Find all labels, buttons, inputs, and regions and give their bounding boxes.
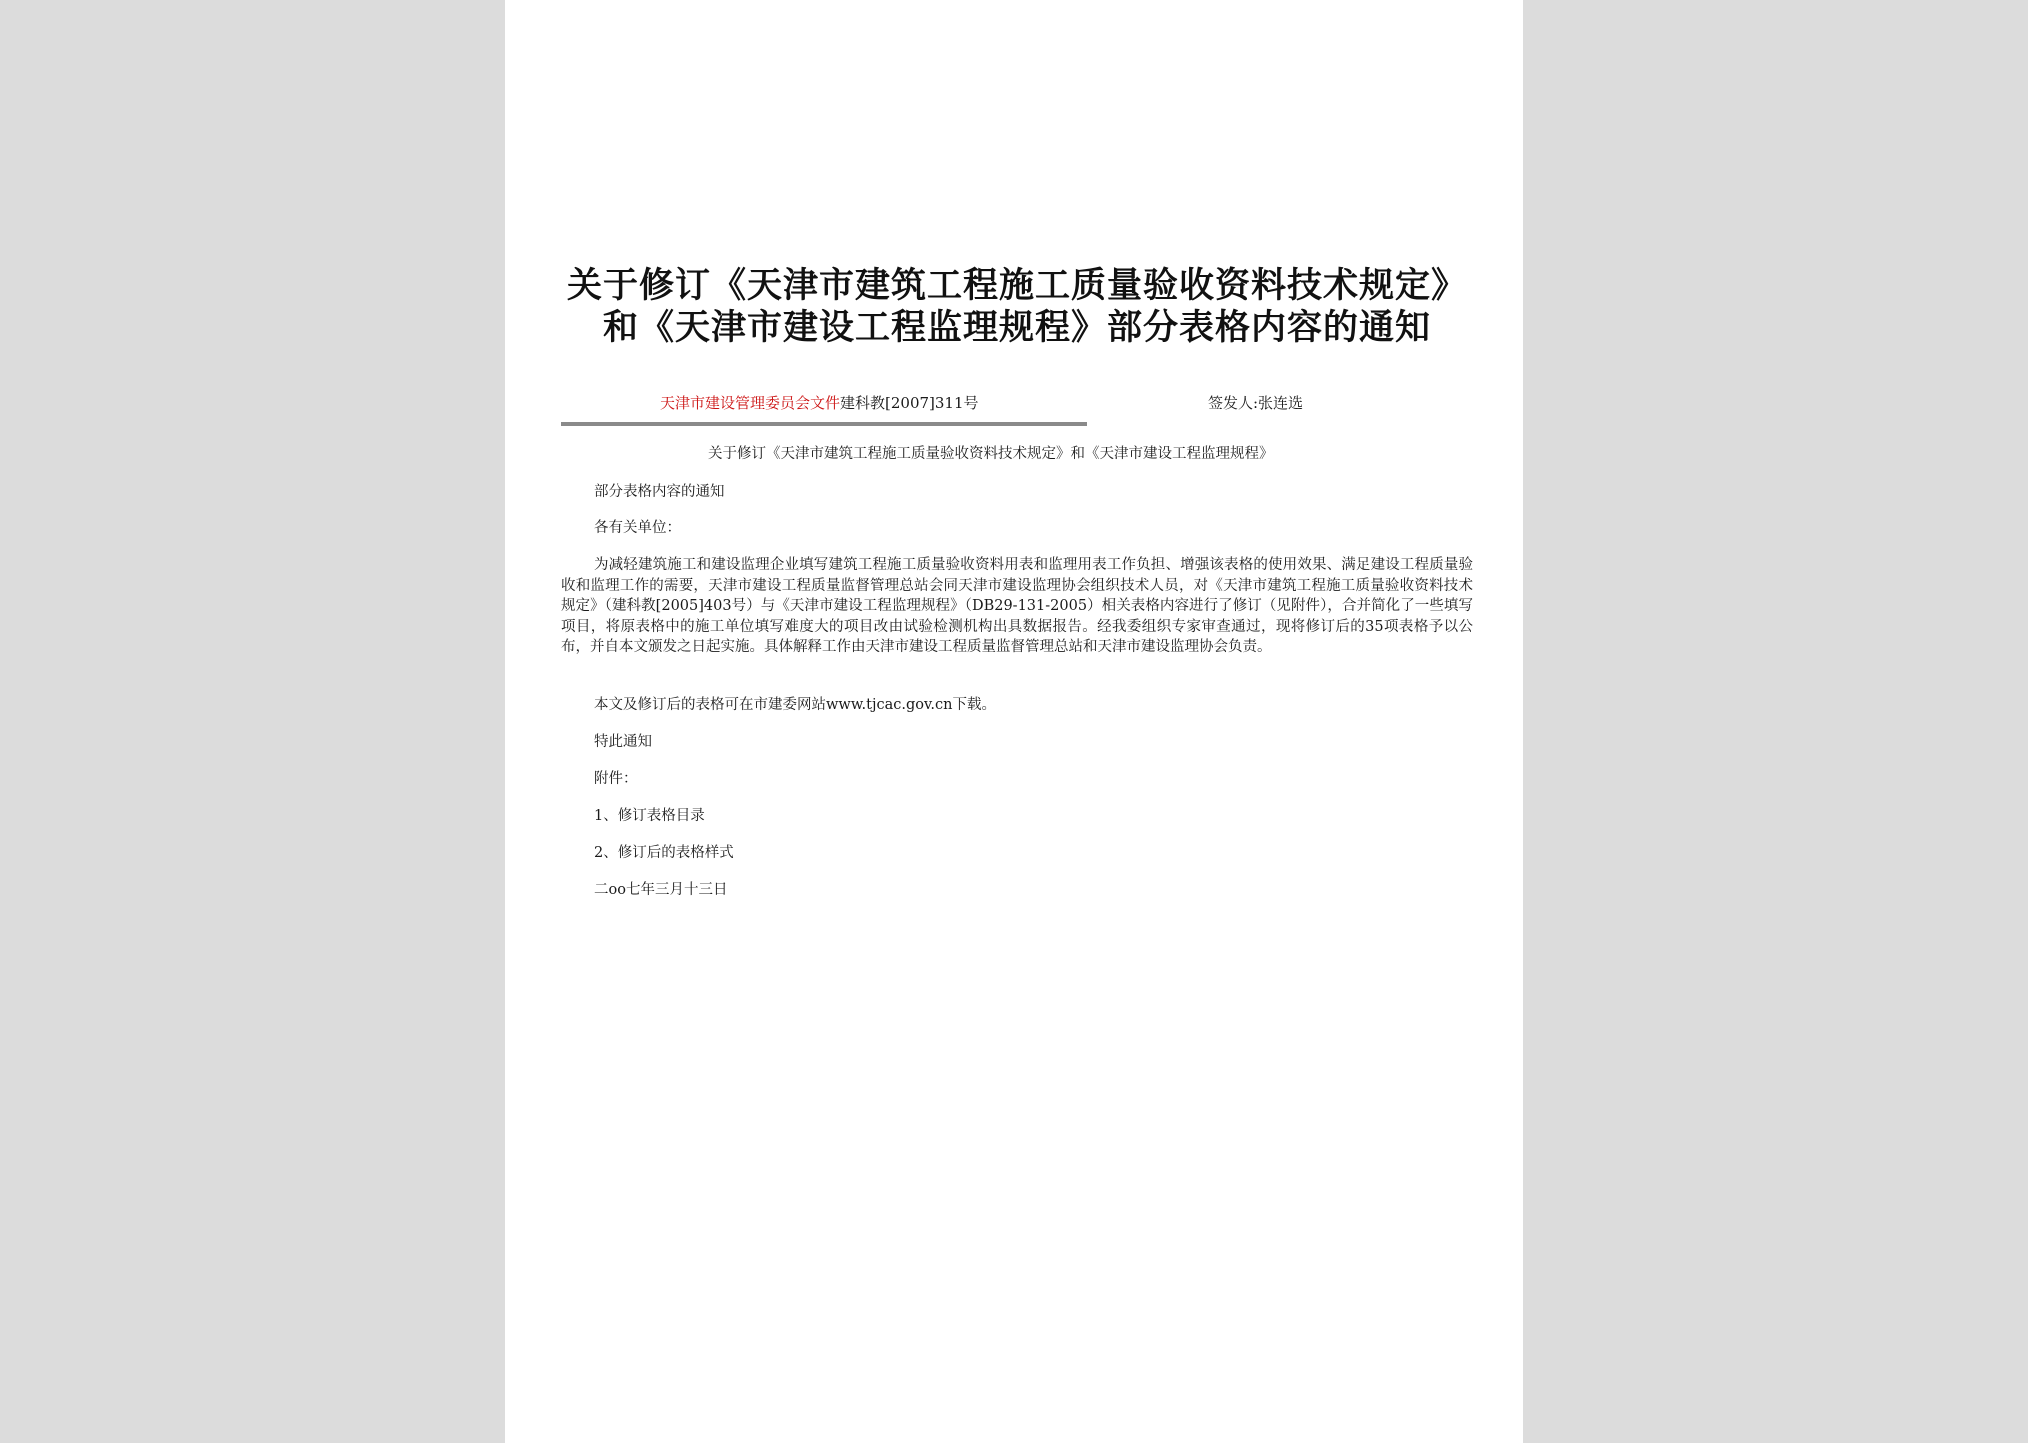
closing-line: 特此通知 [594,734,652,750]
attachment-item-2: 2、修订后的表格样式 [594,845,734,861]
subtitle-line-2: 部分表格内容的通知 [594,484,725,500]
body-paragraph: 为减轻建筑施工和建设监理企业填写建筑工程施工质量验收资料用表和监理用表工作负担、增强该表格的使用效果、满足建设工程质量验收和监理工作的需要，天津市建设工程质量监督管理总站会同天津市建设监理协会组织技术人员，对《天津市建筑工程施工质量验收资料技术规定》（建科教[2005]403号）与《天津市建设工程监理规程》（DB29-131-2005）相关表格内容进行了修订（见附件），合并简化了一些填写项目，将原表格中的施工单位填写难度大的项目改由试验检测机构出具数据报告。经我委组织专家审查通过，现将修订后的35项表格予以公布，并自本文颁发之日起实施。具体解释工作由天津市建设工程质量监督管理总站和天津市建设监理协会负责。 [561,557,1473,655]
attachment-item-1: 1、修订表格目录 [594,808,705,824]
salutation: 各有关单位： [594,520,681,536]
document-page [505,0,1523,1443]
download-note: 本文及修订后的表格可在市建委网站www.tjcac.gov.cn下载。 [594,697,996,713]
issuer-line [660,393,979,413]
subtitle-line-1: 关于修订《天津市建筑工程施工质量验收资料技术规定》和《天津市建设工程监理规程》 [708,446,1274,462]
document-date: 二oo七年三月十三日 [594,882,728,898]
signer-line: 签发人:张连选 [1208,394,1304,412]
issuer-organization: 天津市建设管理委员会文件 [660,394,841,412]
document-title: 关于修订《天津市建筑工程施工质量验收资料技术规定》和《天津市建设工程监理规程》部分表格内容的通知 [567,265,1468,348]
attachments-label: 附件： [594,771,638,787]
header-divider [561,422,1087,426]
document-number: 建科教[2007]311号 [840,394,979,412]
